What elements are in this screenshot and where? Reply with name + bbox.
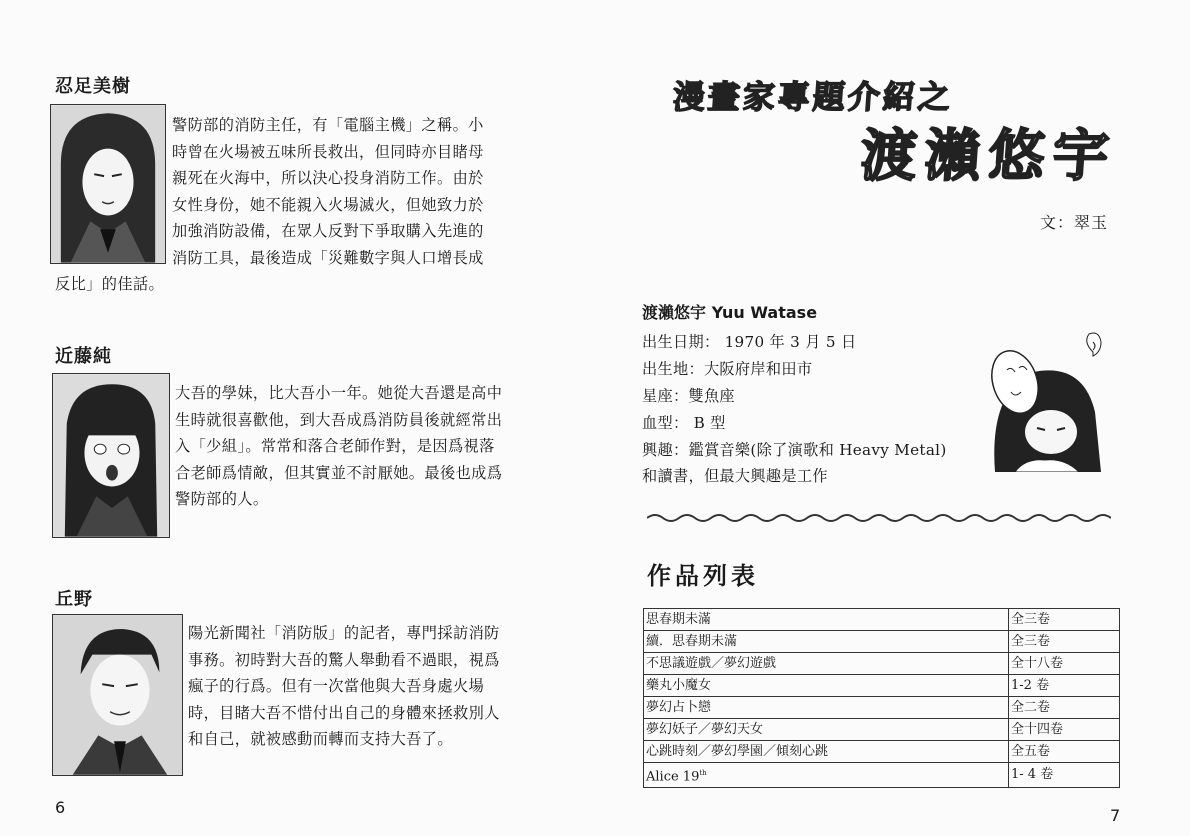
profile-hobbies-cont: 和讀書，但最大興趣是工作 [642,467,828,485]
work-volumes: 全五卷 [1009,741,1120,763]
work-title: 不思議遊戲／夢幻遊戲 [644,653,1009,675]
table-row [644,653,1120,675]
character-name: 丘野 [55,589,93,610]
right-page [595,0,1190,836]
page-number: 6 [55,798,66,817]
table-row [644,741,1120,763]
work-title: 藥丸小魔女 [644,675,1009,697]
text-line: 事務。初時對大吾的驚人舉動看不過眼，視爲 [188,650,500,669]
wave-divider [647,508,1111,528]
text-line: 陽光新聞社「消防版」的記者，專門採訪消防 [188,624,500,642]
feature-title-line2: 渡瀨悠宇 [858,124,1119,189]
character-portrait-kondo [52,373,170,538]
profile-zodiac: 星座：雙魚座 [642,387,735,405]
character-name: 忍足美樹 [55,76,131,97]
work-volumes: 全三卷 [1009,631,1120,653]
profile-blood-type: 血型： B 型 [642,414,726,432]
byline: 文：翠玉 [1039,213,1108,232]
table-row [644,763,1120,788]
text-line: 大吾的學妹，比大吾小一年。她從大吾還是高中 [175,384,503,402]
author-illustration [975,322,1111,472]
work-volumes: 1- 4 卷 [1009,763,1120,788]
profile-hobbies: 興趣：鑑賞音樂(除了演歌和 Heavy Metal) [642,441,947,459]
character-portrait-oshitari [50,104,166,264]
character-description [175,380,502,513]
work-volumes: 1-2 卷 [1009,675,1120,697]
text-line: 加強消防設備，在眾人反對下爭取購入先進的 [172,222,484,240]
work-volumes: 全二卷 [1009,697,1120,719]
profile-birthdate: 出生日期： 1970 年 3 月 5 日 [642,333,857,351]
page-number: 7 [1110,806,1121,825]
works-list-title: 作品列表 [647,562,759,590]
text-line: 時曾在火場被五味所長救出，但同時亦目睹母 [172,142,484,161]
text-line: 消防工具，最後造成「災難數字與人口增長成 [172,248,484,267]
work-volumes: 全三卷 [1009,609,1120,631]
character-portrait-okano [52,614,183,776]
text-line: 瘋子的行爲。但有一次當他與大吾身處火場 [188,677,485,695]
work-title-cell [644,763,1009,788]
profile-name: 渡瀨悠宇 Yuu Watase [642,303,818,322]
table-row [644,631,1120,653]
character-name: 近藤純 [55,346,112,367]
work-title: Alice 19 [646,769,700,785]
work-volumes: 全十四卷 [1009,719,1120,741]
work-volumes: 全十八卷 [1009,653,1120,675]
table-row [644,609,1120,631]
feature-title-line1: 漫畫家專題介紹之 [671,78,955,116]
table-row [644,719,1120,741]
work-title: 夢幻妖子／夢幻天女 [644,719,1009,741]
text-line: 生時就很喜歡他，到大吾成爲消防員後就經常出 [175,410,503,429]
text-line: 反比」的佳話。 [55,275,165,293]
work-title: 夢幻占卜戀 [644,697,1009,719]
text-line: 入「少組」。常常和落合老師作對，是因爲視落 [175,437,495,455]
text-line: 女性身份，她不能親入火場滅火，但她致力於 [172,195,484,214]
character-description [172,112,484,271]
work-title: 心跳時刻／夢幻學園／傾刻心跳 [644,741,1009,763]
text-line: 合老師爲情敵，但其實並不討厭她。最後也成爲 [175,463,503,482]
character-description [188,620,500,753]
table-row [644,675,1120,697]
profile-birthplace: 出生地：大阪府岸和田市 [642,360,813,378]
table-row [644,697,1120,719]
text-line: 警防部的消防主任，有「電腦主機」之稱。小 [172,116,484,134]
text-line: 時，目睹大吾不惜付出自己的身體來拯救別人 [188,703,500,722]
work-title-superscript: th [699,769,707,777]
text-line: 和自己，就被感動而轉而支持大吾了。 [188,730,453,748]
work-title: 思春期未滿 [644,609,1009,631]
works-table [643,608,1120,788]
text-line: 親死在火海中，所以決心投身消防工作。由於 [172,169,484,187]
work-title: 續．思春期未滿 [644,631,1009,653]
text-line: 警防部的人。 [175,490,269,508]
